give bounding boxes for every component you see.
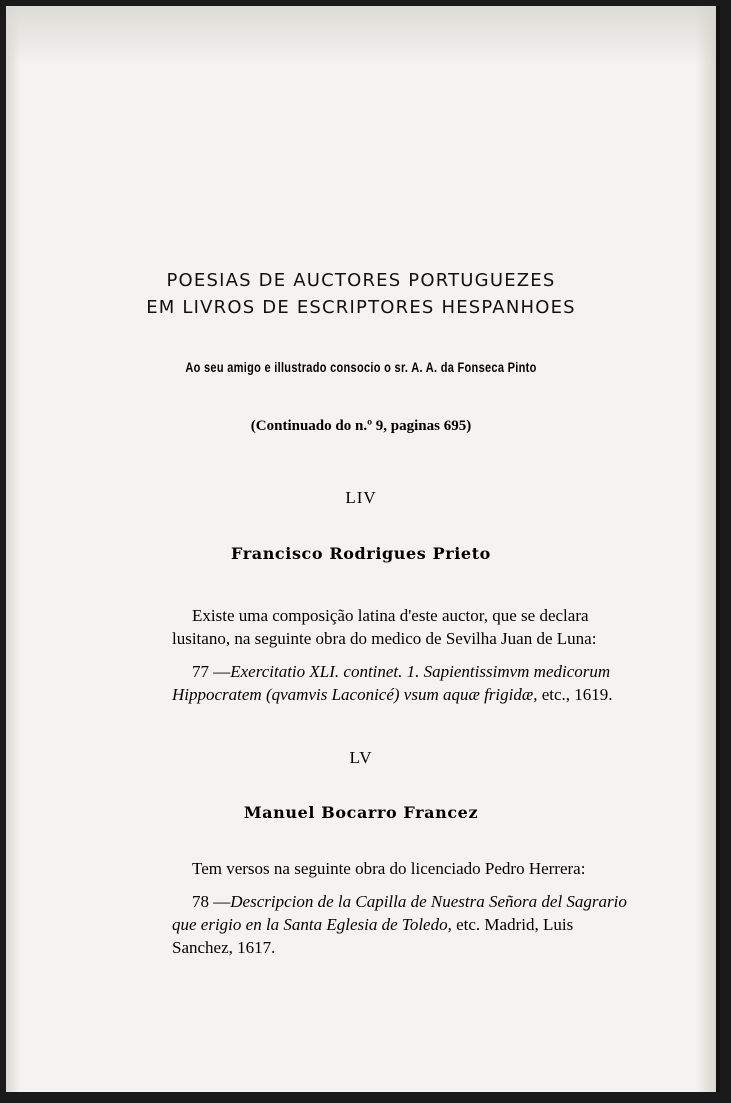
section-author-liv: Francisco Rodrigues Prieto xyxy=(231,544,491,563)
intro-line-2: lusitano, na seguinte obra do medico de Sevilha Juan de Luna: xyxy=(172,629,597,648)
entry-line-1 xyxy=(172,890,642,913)
page-shadow-top xyxy=(6,6,716,66)
dedication: Ao seu amigo e illustrado consocio o sr. A. A. da Fonseca Pinto xyxy=(185,360,537,376)
intro-line-1: Tem versos na seguinte obra do licenciado Pedro Herrera: xyxy=(192,859,586,878)
title-line-1: POESIAS DE AUCTORES PORTUGUEZES xyxy=(166,270,556,291)
entry-number: 78 — xyxy=(192,892,231,911)
entry-tail: etc. Madrid, Luis xyxy=(451,915,574,934)
entry-line-3: Sanchez, 1617. xyxy=(172,938,276,957)
section-intro-lv xyxy=(172,857,642,880)
document-page xyxy=(6,6,720,1092)
continuation-note: (Continuado do n.º 9, paginas 695) xyxy=(250,418,472,434)
title-line-2: EM LIVROS DE ESCRIPTORES HESPANHOES xyxy=(146,297,576,318)
entry-line-1 xyxy=(172,660,642,683)
entry-title-part-1: Exercitatio XLI. continet. 1. Sapientissimvm medicorum xyxy=(230,662,611,681)
entry-78 xyxy=(172,890,642,959)
entry-number: 77 — xyxy=(192,662,231,681)
entry-77 xyxy=(172,660,642,706)
entry-title-part-2: que erigio en la Santa Eglesia de Toledo, xyxy=(172,915,452,934)
section-numeral-liv: LIV xyxy=(345,488,377,507)
entry-title-part-2: Hippocratem (qvamvis Laconicé) vsum aquæ frigidæ, xyxy=(172,685,538,704)
entry-line-2 xyxy=(172,683,642,706)
section-intro-liv xyxy=(172,604,642,650)
entry-tail: etc., 1619. xyxy=(537,685,613,704)
entry-title-part-1: Descripcion de la Capilla de Nuestra Señora del Sagrario xyxy=(230,892,627,911)
intro-line-1: Existe uma composição latina d'este auctor, que se declara xyxy=(192,606,589,625)
section-author-lv: Manuel Bocarro Francez xyxy=(243,803,479,822)
entry-line-2 xyxy=(172,913,642,936)
section-numeral-lv: LV xyxy=(349,748,373,767)
